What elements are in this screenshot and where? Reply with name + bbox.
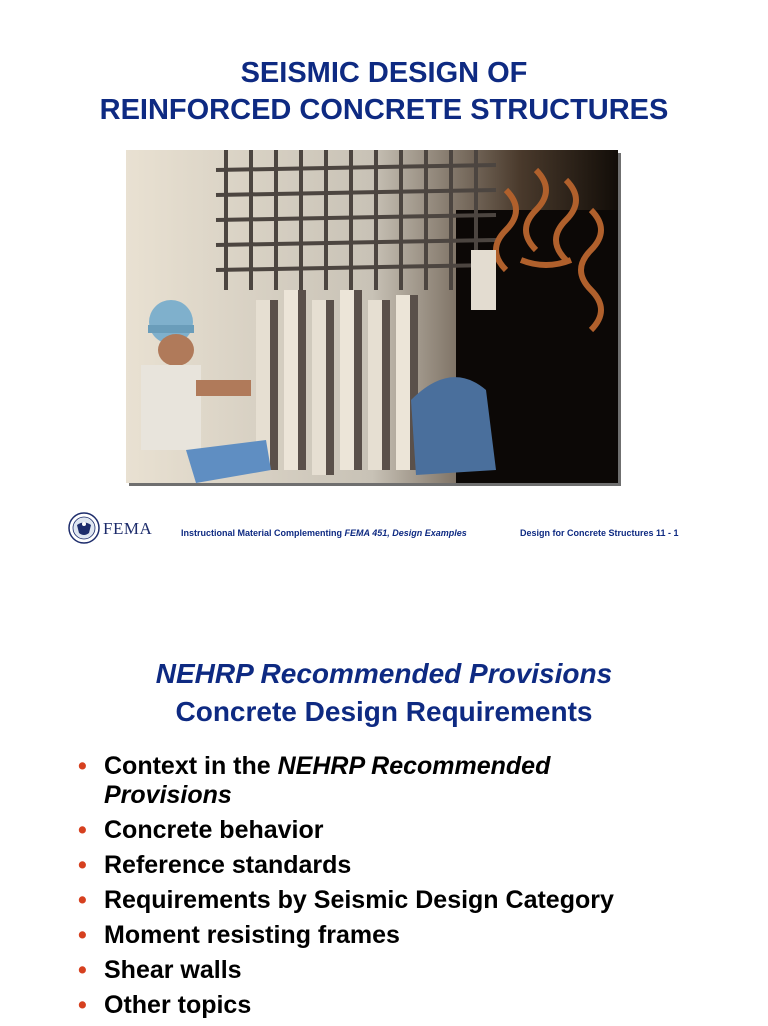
footer-note-italic: FEMA 451, Design Examples [344, 528, 467, 538]
bullet-item [74, 956, 734, 985]
bullet-item [74, 851, 734, 880]
slide2-subtitle: Concrete Design Requirements [175, 696, 593, 727]
bullet-icon: • [78, 886, 87, 914]
footer-note-prefix: Instructional Material Complementing [181, 528, 345, 538]
bullet-text: Shear walls [104, 956, 242, 984]
footer-slide-number: Design for Concrete Structures 11 - 1 [520, 528, 679, 538]
slide-title-line-1: SEISMIC DESIGN OF [240, 57, 528, 89]
bullet-text: Context in the [104, 752, 278, 780]
slide2-title-italic: NEHRP Recommended Provisions [155, 658, 613, 689]
bullet-text: Requirements by Seismic Design Category [104, 886, 614, 914]
slide-title-line-2: REINFORCED CONCRETE STRUCTURES [99, 94, 669, 126]
fema-logo-text: FEMA [103, 519, 153, 538]
bullet-icon: • [78, 816, 87, 844]
bullet-item [74, 991, 734, 1020]
bullet-item [74, 752, 624, 810]
slide-title [0, 55, 768, 129]
bullet-item [74, 816, 734, 845]
bullet-text: Other topics [104, 991, 252, 1019]
bullet-text: Reference standards [104, 851, 352, 879]
footer-note [181, 528, 467, 538]
slide-footer [0, 510, 768, 550]
bullet-icon: • [78, 851, 87, 879]
bullet-icon: • [78, 752, 87, 780]
dhs-seal-icon [68, 512, 100, 544]
bullet-list [74, 752, 734, 1026]
bullet-icon: • [78, 991, 87, 1019]
slide2-title [0, 655, 768, 731]
bullet-icon: • [78, 956, 87, 984]
bullet-item [74, 921, 734, 950]
bullet-item [74, 886, 734, 915]
bullet-text-italic: NEHRP Recommended Provisions [104, 752, 551, 809]
bullet-text: Concrete behavior [104, 816, 324, 844]
rebar-construction-photo [126, 150, 618, 483]
bullet-text: Moment resisting frames [104, 921, 400, 949]
bullet-icon: • [78, 921, 87, 949]
